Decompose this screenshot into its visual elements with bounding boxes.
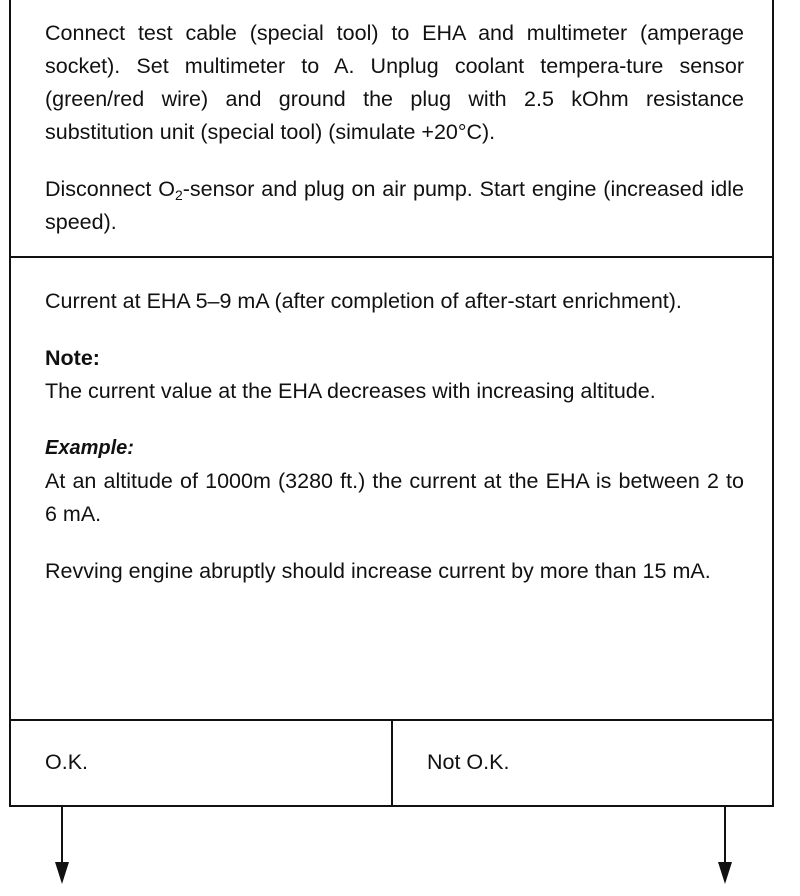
instructions-text-start: Disconnect O <box>45 177 175 201</box>
instructions-box <box>11 0 772 258</box>
note-text: The current value at the EHA decreases with increasing altitude. <box>45 379 656 403</box>
ok-cell: O.K. <box>11 721 393 805</box>
note-title: Note: <box>45 346 100 370</box>
check-box <box>11 258 772 721</box>
example-title: Example: <box>45 437 134 459</box>
result-text: Current at EHA 5–9 mA (after completion of after-start enrichment). <box>45 289 682 313</box>
revving-text: Revving engine abruptly should increase current by more than 15 mA. <box>45 559 711 583</box>
instructions-paragraph-1: Connect test cable (special tool) to EHA and multimeter (amperage socket). Set multimeter to A. Unplug coolant tempera-ture sensor (green/red wire) and ground the plug with 2.5 kOhm resistance substitution unit (special tool) (simulate +20°C). <box>45 21 744 144</box>
oxygen-subscript: 2 <box>174 187 183 203</box>
instructions-paragraph-2 <box>45 173 744 239</box>
outcome-row <box>11 721 772 805</box>
instructions-text-end: -sensor and plug on air pump. Start engine (increased idle speed). <box>45 177 744 234</box>
example-text: At an altitude of 1000m (3280 ft.) the current at the EHA is between 2 to 6 mA. <box>45 469 744 526</box>
not-ok-cell: Not O.K. <box>427 750 510 774</box>
procedure-sheet <box>9 0 774 807</box>
